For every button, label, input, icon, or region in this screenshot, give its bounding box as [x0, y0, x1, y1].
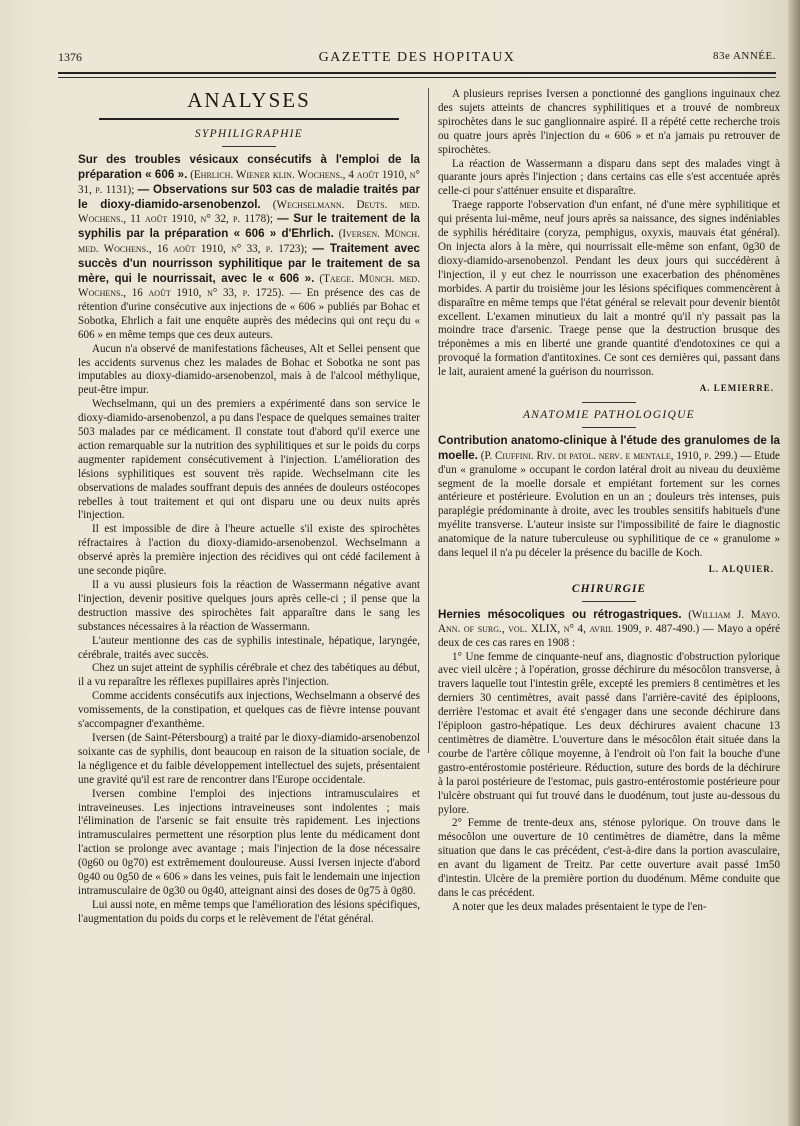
- article2-title: Contribution anatomo-clinique à l'étude des granulomes de la moelle.: [438, 433, 780, 462]
- subhead-chirurgie: CHIRURGIE: [571, 582, 647, 595]
- paragraph: 2° Femme de trente-deux ans, sténose pylorique. On trouve dans le mésocôlon une ouverture de 10 centimètres de diamètre, dans la même situation que dans le cas précédent, c'est-à-dire dans la portion avasculaire, en avant du ligament de Treitz. Par cette ouverture avait passé 1m50 d'intestin. Ulcère de la première portion du duodénum. Même conduite que dans le cas précédent.: [438, 817, 780, 899]
- paragraph: — Mayo a opéré deux de ces cas rares en 1908 :: [438, 622, 781, 649]
- article-heading: [438, 434, 780, 561]
- journal-title: GAZETTE DES HOPITAUX: [318, 50, 516, 65]
- signature-lemierre: A. LEMIERRE.: [699, 383, 774, 394]
- article-title-b: — Observations sur 503 cas de maladie traités par le dioxy-diamido-arsenobenzol.: [78, 182, 420, 211]
- signature-alquier: L. ALQUIER.: [708, 564, 774, 574]
- running-header: [58, 46, 776, 68]
- paragraph: Wechselmann, qui un des premiers a expérimenté dans son service le dioxy-diamido-arsenobenzol, a pu dans l'espace de quelques semaines traiter 503 malades par ce médicament. Il constate tout d'abord qu'il exerce une action remarquable sur la nutrition des syphilitiques et sur le poids du corps augmenter rapidement consécutivement à l'injection. L'amélioration des lésions syphilitiques est souvent très rapide. Wechselmann cite les observations de malades souffrant depuis des années de douleurs ostéocopes rebelles à tout traitement et qui ont disparu une ou deux nuits après l'injection.: [78, 398, 420, 522]
- article3-title: Hernies mésocoliques ou rétrogastriques.: [438, 607, 682, 621]
- article-heading: [78, 153, 420, 343]
- article-heading: [438, 608, 780, 651]
- paragraph: Il est impossible de dire à l'heure actuelle s'il existe des spirochètes réfractaires à l'action du dioxy-diamido-arsenobenzol. Wechselmann a observé après la première injection des récidives qui ont cédé facilement à une seconde piqûre.: [78, 523, 420, 578]
- article-cite-a: (Ehrlich. Wiener klin. Wochens., 4 août 1910, n° 31, p. 1131);: [78, 168, 420, 196]
- column-divider: [428, 88, 429, 753]
- subhead-rule: [582, 601, 636, 602]
- right-column: [438, 88, 780, 915]
- subhead-rule: [582, 402, 636, 403]
- left-column: [78, 88, 420, 927]
- subhead-rule: [222, 146, 276, 147]
- header-rule-thick: [58, 72, 776, 74]
- paragraph: Comme accidents consécutifs aux injections, Wechselmann a observé des vomissements, de la constipation, et quelques cas de fièvre intense pouvant s'accompagner d'exanthème.: [78, 690, 420, 731]
- paragraph: L'auteur mentionne des cas de syphilis intestinale, hépatique, laryngée, cérébrale, traités avec succès.: [78, 634, 420, 661]
- article2-text: — Etude d'un « granulome » occupant le cordon latéral droit au niveau du deuxième segment de la moelle dorsale et empiétant fortement sur les cornes antérieure et postérieure. Evolution en un an ; douleurs très intenses, puis paraplégie prédominante à droite, avec les troubles sensitifs habituels d'une myélite transverse. L'auteur insiste sur l'impossibilité de faire le diagnostic anatomique de la nature tuberculeuse ou syphilitique de ce « granulome » dans lequel il n'a pu déceler la présence du bacille de Koch.: [438, 449, 780, 560]
- section-title-rule: [99, 118, 399, 120]
- article-title-a: Sur des troubles vésicaux consécutifs à l'emploi de la préparation « 606 ».: [78, 152, 420, 181]
- paragraph: Aucun n'a observé de manifestations fâcheuses, Alt et Sellei pensent que les accidents survenus chez les malades de Bohac et Sobotka ne sont pas imputables au dioxy-diamido-arsenobenzol, mais à de l'alcool méthylique, peut-être impur.: [78, 342, 420, 397]
- paragraph: Il a vu aussi plusieurs fois la réaction de Wassermann négative avant l'injection, devenir positive quelques jours après celle-ci ; il pense que la destruction massive des spirochètes fait apparaître dans le sang les substances nécessaires à la réaction de Wassermann.: [78, 579, 420, 633]
- paragraph: Iversen combine l'emploi des injections intramusculaires et intraveineuses. Les injections intraveineuses sont indolentes ; mais l'élimination de l'arsenic se fait ensuite très rapidement. Les injections intramusculaires permettent une résorption plus lente du médicament dont l'action se prolonge avec avantage ; mais l'injection de la dose nécessaire (0g60 ou 0g70) est extrêmement douloureuse. Aussi Iversen injecte d'abord 0g40 ou 0g50 de « 606 » dans les veines, puis fait le lendemain une injection intramusculaire de 0g30 ou 0g40, atteignant ainsi des doses de 0g75 à 0g80.: [78, 787, 420, 897]
- subhead-syphiligraphie: SYPHILIGRAPHIE: [194, 127, 304, 140]
- header-rule-thin: [58, 77, 776, 78]
- article3-cite: (William J. Mayo. Ann. of surg., vol. XLIX, n° 4, avril 1909, p. 487-490.): [438, 608, 780, 635]
- paragraph: La réaction de Wassermann a disparu dans sept des malades vingt à quarante jours après l'injection ; dans certains cas elle s'est accentuée après celle-ci pour s'atténuer ensuite et disparaître.: [438, 157, 780, 198]
- page-edge-shadow: [788, 0, 800, 1126]
- paragraph: A noter que les deux malades présentaient le type de l'en-: [452, 900, 707, 913]
- journal-year: 83e ANNÉE.: [712, 50, 776, 62]
- paragraph: Lui aussi note, en même temps que l'amélioration des lésions spécifiques, l'augmentation du poids du corps et le relèvement de l'état général.: [78, 898, 420, 925]
- article-title-d: — Traitement avec succès d'un nourrisson syphilitique par le traitement de sa mère, qui le nourrissait, avec le « 606 ».: [78, 242, 420, 286]
- section-title: ANALYSES: [187, 88, 311, 112]
- subhead-rule: [582, 427, 636, 428]
- paragraph: Iversen (de Saint-Pétersbourg) a traité par le dioxy-diamido-arsenobenzol soixante cas de syphilis, dont beaucoup en raison de la situation sociale, de la négligence et du faible développement intellectuel des sujets, présentaient une gravité qu'il est rare de rencontrer dans l'Europe occidentale.: [78, 731, 420, 786]
- page-number: 1376: [58, 50, 82, 64]
- paragraph: — En présence des cas de rétention d'urine consécutive aux injections de « 606 » publiés par Bohac et Sobotka, Ehrlich a fait une enquête auprès des médecins qui ont reçu du « 606 » en même temps que ces deux auteurs.: [78, 286, 420, 341]
- paragraph: A plusieurs reprises Iversen a ponctionné des ganglions inguinaux chez des sujets atteints de chancres syphilitiques et a trouvé de nombreux spirochètes dans le suc ganglionnaire aspiré. Il a répété cette recherche trois ou quatre jours après l'injection du « 606 » et n'a jamais pu retrouver de spirochètes.: [438, 88, 780, 156]
- subhead-anatomie: ANATOMIE PATHOLOGIQUE: [522, 408, 695, 421]
- article-cite-c: (Iversen. Münch. med. Wochens., 16 août 1910, n° 33, p. 1723);: [78, 228, 420, 256]
- article-cite-d: (Taege. Münch. med. Wochens., 16 août 1910, n° 33, p. 1725).: [78, 273, 420, 299]
- paragraph: 1° Une femme de cinquante-neuf ans, diagnostic d'obstruction pylorique avec vieil ulcère ; à l'opération, grosse déchirure du mésocôlon transverse, à travers laquelle tout l'intestin grêle, excepté les premiers 8 centimètres et les derniers 30 centimètres, avait passé dans l'arrière-cavité des épiploons, derrière l'estomac et avait été s'engager dans une seconde déchirure dans l'épiploon gastro-hépatique. Les deux déchirures avaient chacune 13 centimètres de diamètre. L'ouverture dans le mésocôlon était située dans la courbe de l'artère côlique moyenne, à l'endroit où l'on fait la bouche d'une gastro-entérostomie postérieure. Réduction, suture des bords de la déchirure à la paroi postérieure de l'estomac, puis gastro-entérostomie postérieure pour l'ulcère obstruant qui fut trouvé dans le duodénum, tout juste au-dessous du pylore.: [438, 650, 780, 816]
- article2-cite: (P. Ciuffini. Riv. di patol. nerv. e mentale, 1910, p. 299.): [480, 449, 738, 462]
- article-cite-b: (Wechselmann. Deuts. med. Wochens., 11 août 1910, n° 32, p. 1178);: [78, 198, 420, 226]
- paragraph: Chez un sujet atteint de syphilis cérébrale et chez des tabétiques au début, il a vu reparaître les réflexes pupillaires après l'injection.: [78, 662, 420, 689]
- article-title-c: — Sur le traitement de la syphilis par la préparation « 606 » d'Ehrlich.: [78, 212, 420, 241]
- paragraph: Traege rapporte l'observation d'un enfant, né d'une mère syphilitique et qui présenta lui-même, neuf jours après sa naissance, des signes indéniables de syphilis héréditaire (coryza, pemphigus, oxyxis, mauvais état général). On injecta alors à la mère, qui nourrissait elle-même son enfant, 0g30 de dioxy-diamido-arsenobenzol. Pendant les deux jours qui succédèrent à l'injection, il y eut chez le nourrisson une exacerbation des phénomènes morbides. A partir du troisième jour les lésions spécifiques commencèrent à disparaître en même temps que l'état général se relevait pour devenir bientôt excellent. L'examen minutieux du lait a montré qu'il n'y passait pas la moindre trace d'arsenic. Traege pense que la destruction brusque des tréponèmes a mis en liberté une grande quantité d'endotoxines ce qui a provoqué la formation d'antitoxines. Ce sont ces dernières qui, passant dans le lait, auraient amené la guérison du nourrisson.: [438, 199, 780, 379]
